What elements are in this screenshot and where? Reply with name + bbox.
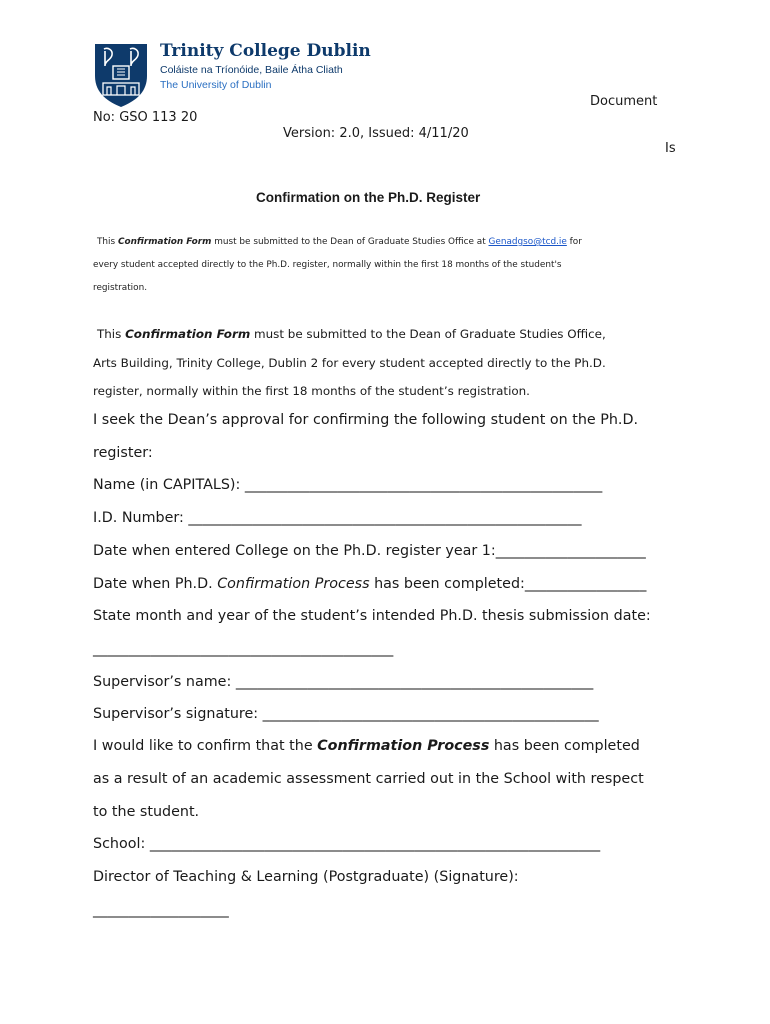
document-label: Document (590, 94, 658, 109)
is-label: Is (665, 141, 676, 156)
document-title: Confirmation on the Ph.D. Register (256, 190, 481, 205)
tcd-logo (93, 41, 371, 110)
intro-small-line1: This Confirmation Form must be submitted to the Dean of Graduate Studies Office at Genadgso@tcd.ie for (97, 237, 582, 247)
tcd-crest-icon (93, 42, 149, 108)
date-entered-field[interactable]: Date when entered College on the Ph.D. register year 1:_____________________ (93, 543, 646, 559)
supervisor-name-field[interactable]: Supervisor’s name: __________________________________________________ (93, 674, 594, 690)
version-info: Version: 2.0, Issued: 4/11/20 (283, 126, 469, 141)
intro-line1: This Confirmation Form must be submitted to the Dean of Graduate Studies Office, (97, 327, 606, 341)
id-number-field[interactable]: I.D. Number: _______________________________________________________ (93, 510, 582, 526)
director-signature-field[interactable]: ___________________ (93, 902, 229, 918)
form-name: Confirmation Form (125, 327, 251, 341)
form-name-small: Confirmation Form (117, 237, 212, 247)
date-completed-field[interactable]: Date when Ph.D. Confirmation Process has been completed:_________________ (93, 576, 647, 592)
name-field[interactable]: Name (in CAPITALS): __________________________________________________ (93, 477, 603, 493)
confirm-line1: I would like to confirm that the Confirmation Process has been completed (93, 738, 640, 754)
approval-line2: register: (93, 445, 153, 461)
director-label: Director of Teaching & Learning (Postgraduate) (Signature): (93, 869, 519, 885)
brand-name: Trinity College Dublin (160, 41, 371, 61)
brand-irish-name: Coláiste na Tríonóide, Baile Átha Cliath (160, 64, 343, 76)
intro-small-line3: registration. (93, 283, 148, 293)
thesis-date-label: State month and year of the student’s intended Ph.D. thesis submission date: (93, 608, 651, 624)
intro-line2: Arts Building, Trinity College, Dublin 2 for every student accepted directly to the Ph.D. (93, 356, 606, 370)
email-link[interactable]: Genadgso@tcd.ie (488, 237, 567, 247)
intro-line3: register, normally within the first 18 months of the student’s registration. (93, 384, 530, 398)
confirm-line2: as a result of an academic assessment carried out in the School with respect (93, 771, 644, 787)
supervisor-signature-field[interactable]: Supervisor’s signature: _______________________________________________ (93, 706, 599, 722)
document-number: No: GSO 113 20 (93, 110, 198, 125)
approval-line1: I seek the Dean’s approval for confirming the following student on the Ph.D. (93, 412, 639, 428)
confirm-line3: to the student. (93, 804, 200, 820)
thesis-date-field[interactable]: __________________________________________ (93, 641, 394, 657)
school-field[interactable]: School: _______________________________________________________________ (93, 836, 601, 852)
brand-university: The University of Dublin (160, 79, 272, 91)
intro-small-line2: every student accepted directly to the Ph.D. register, normally within the first 18 months of the student's (93, 260, 562, 270)
